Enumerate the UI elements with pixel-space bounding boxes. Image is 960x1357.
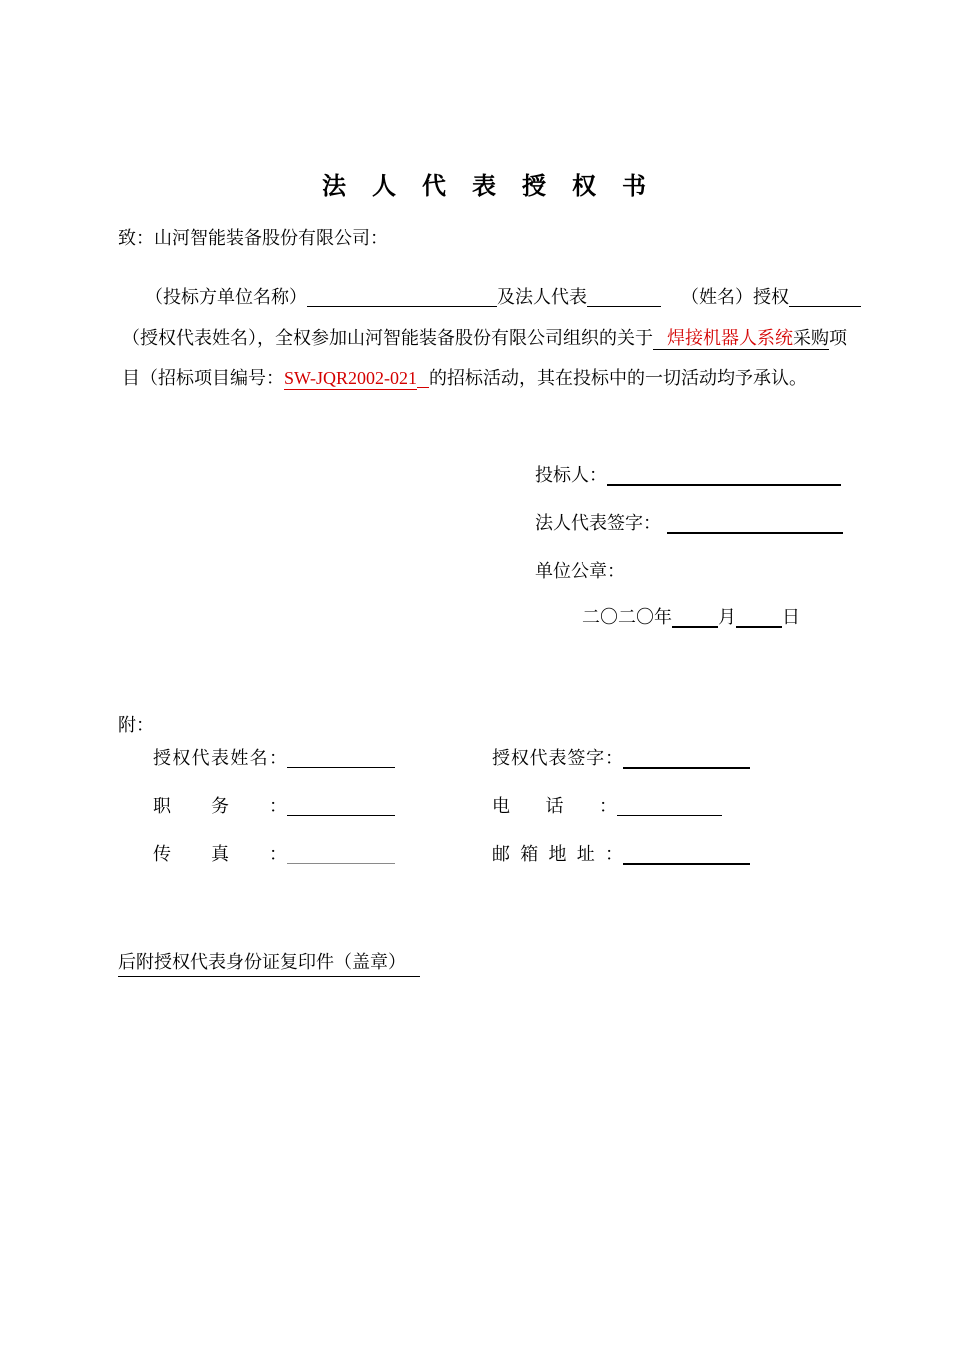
blank-email-address bbox=[623, 862, 750, 865]
text-line3-tail: 的招标活动，其在投标中的一切活动均予承认。 bbox=[429, 368, 808, 388]
text-bidder-unit: （投标方单位名称） bbox=[145, 287, 307, 307]
legal-rep-signature-row bbox=[535, 509, 843, 535]
attachment-row-title-phone bbox=[153, 792, 833, 818]
body-line-2 bbox=[122, 324, 847, 350]
attachment-row-phone-right bbox=[492, 792, 722, 818]
blank-legal-rep bbox=[587, 305, 661, 307]
text-line2-lead: （授权代表姓名），全权参加山河智能装备股份有限公司组织的关于 bbox=[122, 328, 653, 348]
text-line3-lead: 目（招标项目编号： bbox=[122, 368, 284, 388]
body-line-1 bbox=[145, 283, 861, 309]
attachment-row-name-right bbox=[492, 744, 750, 770]
telephone-label: 电话： bbox=[492, 796, 617, 816]
date-row bbox=[582, 603, 800, 629]
date-year-text: 二〇二〇年 bbox=[582, 607, 672, 627]
underlined-project-segment bbox=[653, 328, 829, 350]
bidder-label: 投标人： bbox=[535, 465, 607, 485]
text-line2-tail: 项 bbox=[829, 328, 847, 348]
blank-authorized-rep-signature bbox=[623, 766, 750, 769]
id-copy-note: 后附授权代表身份证复印件（盖章） bbox=[118, 948, 420, 977]
project-code-red-text: SW-JQR2002-021 bbox=[284, 368, 418, 388]
job-title-label: 职务： bbox=[153, 796, 287, 816]
date-day-text: 日 bbox=[782, 607, 800, 627]
project-name-red-text: 焊接机器人系统 bbox=[667, 328, 793, 348]
attachment-row-name bbox=[153, 744, 833, 770]
body-line-3 bbox=[122, 364, 807, 390]
company-seal-label: 单位公章： bbox=[535, 561, 625, 581]
blank-legal-rep-signature bbox=[667, 531, 843, 534]
blank-job-title bbox=[287, 814, 395, 816]
attachment-heading: 附： bbox=[118, 715, 154, 735]
text-name-authorize: （姓名）授权 bbox=[681, 287, 789, 307]
blank-bidder-unit-name bbox=[307, 305, 497, 307]
email-address-label: 邮箱地址： bbox=[492, 844, 623, 864]
attachment-row-fax-email bbox=[153, 840, 833, 866]
blank-authorized-rep-name bbox=[287, 766, 395, 768]
blank-telephone bbox=[617, 814, 722, 816]
bidder-signature-row bbox=[535, 461, 841, 487]
blank-fax bbox=[287, 862, 395, 864]
company-seal-row bbox=[535, 557, 625, 583]
legal-rep-signature-label: 法人代表签字： bbox=[535, 513, 661, 533]
document-title: 法人代表授权书 bbox=[322, 174, 672, 200]
salutation-line: 致：山河智能装备股份有限公司： bbox=[118, 228, 388, 248]
blank-authorized-person bbox=[789, 305, 861, 307]
fax-label: 传真： bbox=[153, 844, 287, 864]
authorized-rep-name-label: 授权代表姓名： bbox=[153, 748, 287, 768]
text-procurement: 采购 bbox=[793, 328, 829, 348]
blank-day bbox=[736, 625, 782, 628]
attachment-row-email-right bbox=[492, 840, 750, 866]
date-month-text: 月 bbox=[718, 607, 736, 627]
blank-bidder bbox=[607, 483, 841, 486]
blank-month bbox=[672, 625, 718, 628]
text-and-legal-rep: 及法人代表 bbox=[497, 287, 587, 307]
authorized-rep-signature-label: 授权代表签字： bbox=[492, 748, 623, 768]
underline-code-trailing-space bbox=[417, 386, 429, 388]
underline-lead-space bbox=[653, 347, 667, 348]
